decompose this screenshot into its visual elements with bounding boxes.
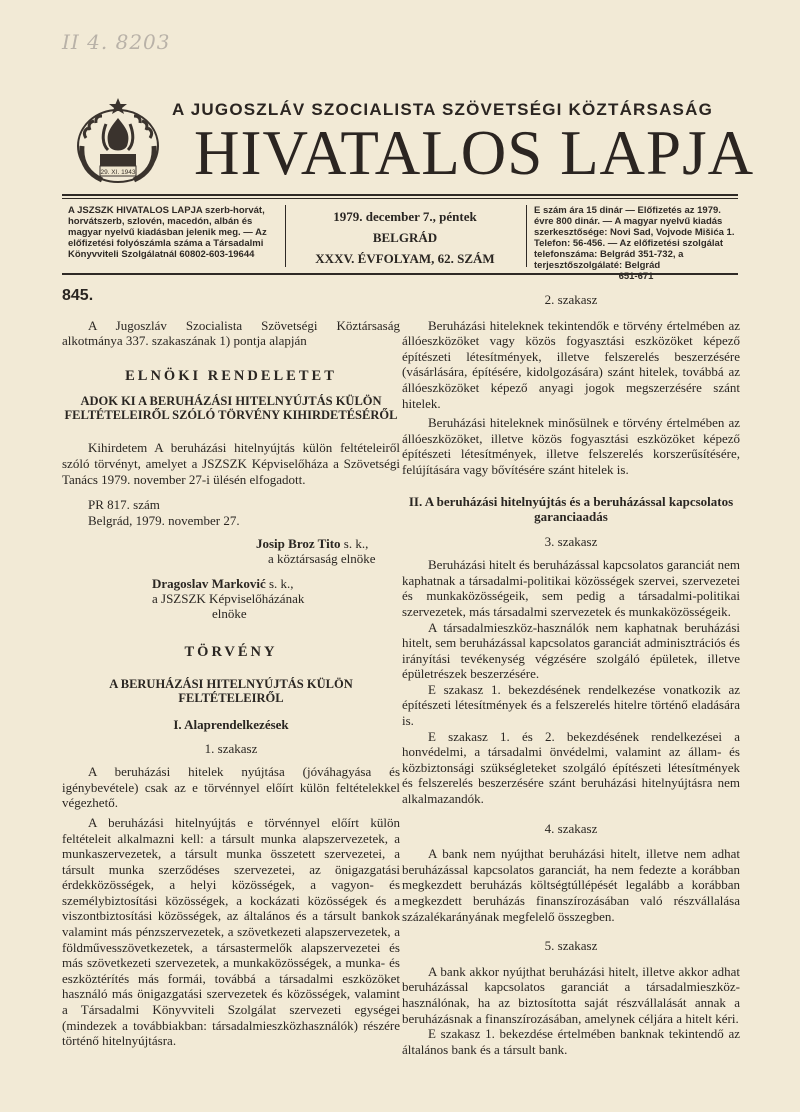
decree-title: ADOK KI A BERUHÁZÁSI HITELNYÚJTÁS KÜLÖN FELTÉTELEIRŐL SZÓLÓ TÖRVÉNY KIHIRDETÉSÉRŐL: [64, 394, 398, 423]
section-2-heading: 2. szakasz: [544, 292, 598, 307]
intro-paragraph: A Jugoszláv Szocialista Szövetségi Köztársaság alkotmánya 337. szakaszának 1) pontja alapján: [62, 317, 400, 349]
section-5-paragraph-2: E szakasz 1. bekezdése értelmében banknak tekintendő az általános bank és a társult bank.: [402, 1026, 740, 1057]
section-1-paragraph-2: A beruházási hitelnyújtás e törvénnyel előírt külön feltételeit alkalmazni kell: a társult munka alapszervezetek, a munkaszervezetek, a társult munka összetett szervezetei, a társult munka szerződéses szervezetei, az önigazgatási érdekközösségek, a helyi közösségek, a vagyon- és személybiztosítási közösségek, a kockázati közösségek és a viszontbiztosítási közösségek, az általános és a társult bankok valamint más pénzszervezetek, a szövetkezeti alapszervezetek, a földművesszövetkezetek, a társastermelők alapszervezetei és más szövetkezeti szervezetek, a munkaközösségek, a munka- és eszköztérítés más formái, továbbá a társadalmi eszközöket használó más önigazgatási szervezetek és közösségek, valamint a Társadalmi Könyvviteli Szolgálat szervezeti egységei (mindezek a továbbiakban: társadalmieszközhasználók) részére történő hitelnyújtásra.: [62, 814, 400, 1049]
emblem-date-text: 29. XI. 1943: [100, 169, 136, 176]
emblem-date-ribbon: [100, 166, 136, 176]
header-info-right-last: 651-671: [618, 271, 654, 282]
section-3-paragraph-2: A társadalmieszköz-használók nem kaphatnak beruházási hitelt, sem beruházással kapcsolatos garanciát adminisztrációs és irányítási tevékenység végzésére szolgáló épületek, illetve épületrészek beszerzésére.: [402, 619, 740, 682]
right-text-column: [402, 288, 740, 1057]
section-4-paragraph-1: A bank nem nyújthat beruházási hitelt, illetve nem adhat beruházással kapcsolatos garanciát, ha nem fedezte a korábban megkezdett beruházás költségtúllépését legalább a korábban megkezdett beruházás finanszírozásában való részvállalása százalékarányának megfelelő összegben.: [402, 846, 740, 924]
pr-number: PR 817. szám: [88, 497, 160, 513]
header-top-rule: [62, 194, 738, 196]
signer2-title: a JSZSZK Képviselőházának: [152, 591, 305, 607]
header-info-right: [534, 205, 738, 282]
header-issue-info: [290, 206, 520, 269]
masthead-supertitle: A JUGOSZLÁV SZOCIALISTA SZÖVETSÉGI KÖZTÁRSASÁG: [172, 100, 713, 119]
section-3-paragraph-4: E szakasz 1. és 2. bekezdésének rendelkezései a honvédelmi, a társadalmi önvédelmi, valamint az állam- és közbiztonsági szükségleteket szolgáló építészeti létesítmények és felszerelés beszerzésére szánt beruházási hitelnyújtásra nem alkalmazandók.: [402, 728, 740, 807]
header-info-left: A JSZSZK HIVATALOS LAPJA szerb-horvát, horvátszerb, szlovén, macedón, albán és magyar nyelvű kiadásban jelenik meg. — Az előfizetési folyószámla száma a Társadalmi Könyvviteli Szolgálatnál 60802-603-19644: [68, 205, 267, 260]
section-3-paragraph-3: E szakasz 1. bekezdésének rendelkezése vonatkozik az építészeti létesítmények és a felszerelés hitelre történő eladására is.: [402, 681, 740, 729]
signature-tito: [62, 536, 400, 566]
document-number: 845.: [62, 287, 94, 304]
header-info-right-text: E szám ára 15 dinár — Előfizetés az 1979. évre 800 dinár. — A magyar nyelvű kiadás szerkesztősége: Novi Sad, Vojvode Mišića 1. Telefon: 56-456. — Az előfizetési szolgálat telefonszáma: Belgrád 351-732, a terjesztőszolgálaté: Belgrád: [534, 205, 735, 271]
signer2-suffix: s. k.,: [265, 576, 294, 592]
signer1-suffix: s. k.,: [340, 536, 369, 552]
signer1-title: a köztársaság elnöke: [268, 551, 376, 567]
decree-heading: ELNÖKI RENDELETET: [125, 367, 337, 384]
issue-volume: XXXV. ÉVFOLYAM, 62. SZÁM: [315, 251, 495, 266]
law-heading: TÖRVÉNY: [184, 644, 278, 661]
signer1-name: Josip Broz Tito: [256, 536, 341, 552]
law-title: A BERUHÁZÁSI HITELNYÚJTÁS KÜLÖN FELTÉTELEIRŐL: [109, 676, 353, 705]
header-divider-left: [285, 205, 286, 267]
handwritten-archive-mark: II 4. 8203: [62, 30, 171, 54]
signature-markovic: [62, 576, 400, 621]
section-4-heading: 4. szakasz: [544, 820, 598, 836]
section-3-paragraph-1: Beruházási hitelt és beruházással kapcsolatos garanciát nem kaphatnak a társadalmi-politikai közösségek szervei, szervezetei és munkaközösségeik, sem pedig a társadalmi-politikai szervezetek, más társadalmi szervezetek és munkaközösségeik.: [402, 557, 740, 619]
left-text-column: [62, 288, 400, 1049]
section-5-heading: 5. szakasz: [544, 938, 598, 954]
chapter-2-heading: II. A beruházási hitelnyújtás és a beruházással kapcsolatos garanciaadás: [408, 493, 734, 524]
masthead-title: HIVATALOS LAPJA: [194, 118, 755, 188]
section-1-heading: 1. szakasz: [204, 740, 258, 756]
section-1-paragraph-1: A beruházási hitelek nyújtása (jóváhagyása és igénybevétele) csak az e törvénnyel előírt külön feltételekkel végezhető.: [62, 764, 400, 811]
section-3-heading: 3. szakasz: [544, 533, 598, 549]
header-top-rule-thin: [62, 198, 738, 199]
signer2-title2: elnöke: [212, 606, 247, 622]
place-date: Belgrád, 1979. november 27.: [88, 512, 240, 528]
header-divider-right: [526, 205, 527, 267]
promulgation-paragraph: Kihirdetem A beruházási hitelnyújtás külön feltételeiről szóló törvényt, amelyet a JSZSZK Képviselőháza a Szövetségi Tanács 1979. november 27-i ülésén elfogadott.: [62, 440, 400, 487]
section-5-paragraph-1: A bank akkor nyújthat beruházási hitelt, illetve akkor adhat beruházással kapcsolatos garanciát a társadalmieszköz-használónak, ha az biztosította saját részvállalását annak a beruházásnak a finanszírozásában, amelynek céljára a hitelt kéri.: [402, 963, 740, 1026]
issue-city: BELGRÁD: [372, 230, 438, 245]
signer2-name: Dragoslav Marković: [152, 576, 266, 592]
state-emblem-icon: [72, 96, 164, 188]
chapter-1-heading: I. Alaprendelkezések: [173, 716, 289, 732]
section-2-paragraph-1: Beruházási hiteleknek tekintendők e törvény értelmében az állóeszközöket vagy közös fogyasztási eszközöket képező építészeti létesítmények, illetve felszerelés beszerzésére (vásárlására, építésére, kidolgozására) szánt hitelek, továbbá az állóeszközöket képező anyagi jogok megszerzésére szánt hitelek.: [402, 317, 740, 411]
section-2-paragraph-2: Beruházási hiteleknek minősülnek e törvény értelmében az állóeszközöket, illetve közös fogyasztási eszközöket képező építészeti létesítmények, illetve felszerelés korszerűsítésére, felújítására vagy bővítésére szánt hitelek is.: [402, 415, 740, 477]
issue-date: 1979. december 7., péntek: [333, 209, 477, 224]
